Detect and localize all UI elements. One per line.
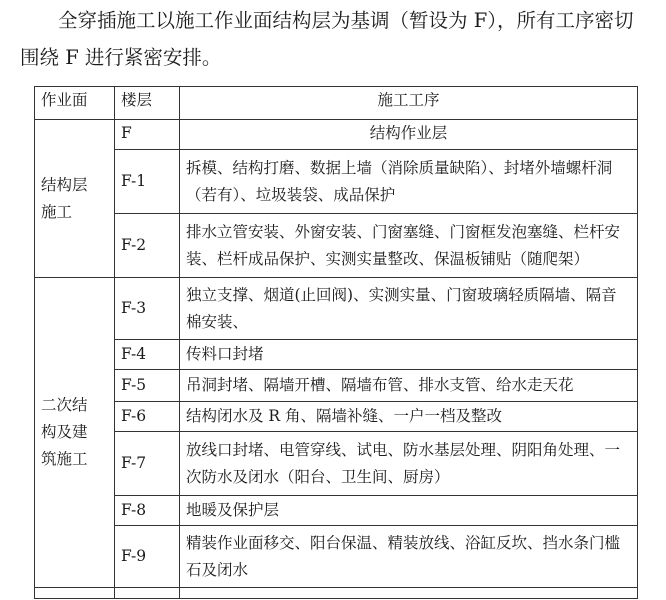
area-structural [35, 120, 115, 278]
table-row [35, 150, 638, 214]
floor-cell: F-7 [115, 432, 180, 496]
floor-cell: F-8 [115, 496, 180, 526]
task-cell: 地暖及保护层 [180, 496, 638, 526]
construction-schedule-table [34, 86, 638, 599]
task-cell: 吊洞封堵、隔墙开槽、隔墙布管、排水支管、给水走天花 [180, 370, 638, 402]
floor-cell: F-3 [115, 278, 180, 340]
floor-cell: F-4 [115, 340, 180, 370]
table-row [35, 214, 638, 278]
area-secondary [35, 278, 115, 588]
table-row [35, 278, 638, 340]
task-cell: 排水立管安装、外窗安装、门窗塞缝、门窗框发泡塞缝、栏杆安装、栏杆成品保护、实测实量整改、保温板铺贴（随爬架） [180, 214, 638, 278]
cutoff-cell [115, 588, 180, 599]
task-cell: 结构闭水及 R 角、隔墙补缝、一户一档及整改 [180, 402, 638, 432]
header-floor: 楼层 [115, 87, 180, 120]
table-row [35, 340, 638, 370]
intro-line-2: 围绕 F 进行紧密安排。 [20, 46, 222, 69]
floor-cell: F-9 [115, 526, 180, 588]
header-process: 施工工序 [180, 87, 638, 120]
table-row [35, 402, 638, 432]
table-row [35, 526, 638, 588]
header-work-area: 作业面 [35, 87, 115, 120]
floor-cell: F-6 [115, 402, 180, 432]
area-label: 二次结构及建筑施工 [41, 396, 88, 468]
floor-cell: F-5 [115, 370, 180, 402]
task-cell: 放线口封堵、电管穿线、试电、防水基层处理、阴阳角处理、一次防水及闭水（阳台、卫生间、厨房） [180, 432, 638, 496]
floor-cell: F-2 [115, 214, 180, 278]
table-header-row [35, 87, 638, 120]
area-label: 结构层施工 [41, 175, 88, 221]
table-row [35, 432, 638, 496]
task-cell: 独立支撑、烟道(止回阀)、实测实量、门窗玻璃轻质隔墙、隔音棉安装、 [180, 278, 638, 340]
task-cell: 传料口封堵 [180, 340, 638, 370]
task-cell: 精装作业面移交、阳台保温、精装放线、浴缸反坎、挡水条门槛石及闭水 [180, 526, 638, 588]
intro-paragraph [0, 0, 666, 76]
cutoff-cell [180, 588, 638, 599]
table-row [35, 496, 638, 526]
table-row [35, 120, 638, 150]
cutoff-cell [35, 588, 115, 599]
task-cell: 结构作业层 [180, 120, 638, 150]
task-cell: 拆模、结构打磨、数据上墙（消除质量缺陷）、封堵外墙螺杆洞（若有）、垃圾装袋、成品保护 [180, 150, 638, 214]
table-row-cutoff [35, 588, 638, 599]
floor-cell: F [115, 120, 180, 150]
floor-cell: F-1 [115, 150, 180, 214]
intro-line-1: 全穿插施工以施工作业面结构层为基调（暂设为 F），所有工序密切 [58, 9, 634, 32]
table-row [35, 370, 638, 402]
